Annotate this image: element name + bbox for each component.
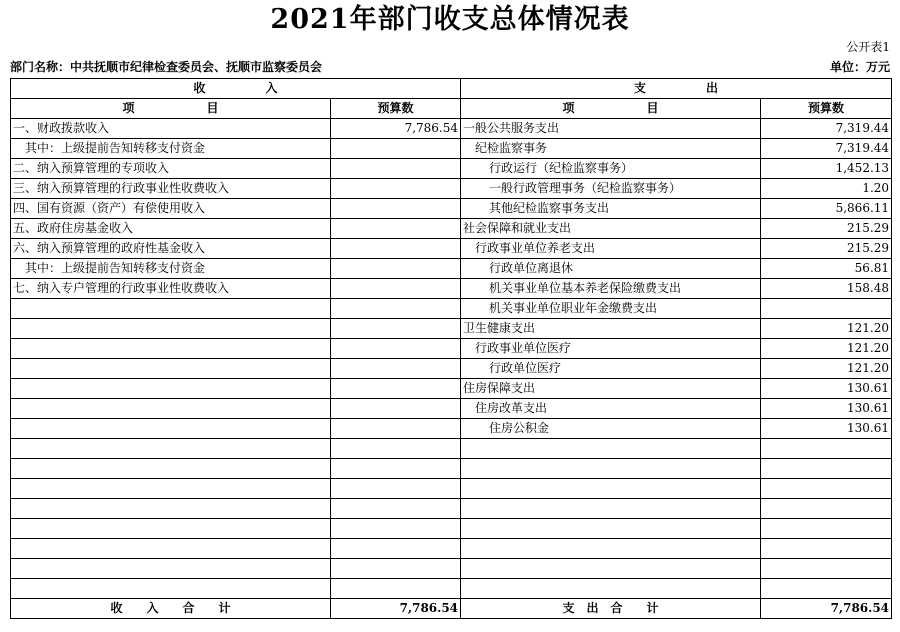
- table-row: [11, 579, 892, 599]
- expense-value: 130.61: [761, 379, 892, 399]
- income-value: [331, 479, 461, 499]
- expense-item: 其他纪检监察事务支出: [461, 199, 761, 219]
- expense-value: 121.20: [761, 339, 892, 359]
- form-number: 公开表1: [846, 40, 890, 54]
- income-total-value: 7,786.54: [331, 599, 461, 619]
- income-item: 五、政府住房基金收入: [11, 219, 331, 239]
- table-row: [11, 479, 892, 499]
- expense-value: 5,866.11: [761, 199, 892, 219]
- income-item: 三、纳入预算管理的行政事业性收费收入: [11, 179, 331, 199]
- table-row: [11, 399, 892, 419]
- expense-value: 1.20: [761, 179, 892, 199]
- income-value: [331, 439, 461, 459]
- expense-item: [461, 499, 761, 519]
- expense-item: 行政单位医疗: [461, 359, 761, 379]
- income-item: [11, 459, 331, 479]
- income-item: [11, 339, 331, 359]
- income-value: [331, 279, 461, 299]
- expense-value: 56.81: [761, 259, 892, 279]
- income-value: [331, 239, 461, 259]
- table-row: [11, 459, 892, 479]
- table-row: [11, 119, 892, 139]
- income-total-label: 收 入 合 计: [11, 599, 331, 619]
- expense-item: [461, 439, 761, 459]
- expense-item: 卫生健康支出: [461, 319, 761, 339]
- expense-value: 215.29: [761, 219, 892, 239]
- table-row: [11, 319, 892, 339]
- income-value: [331, 179, 461, 199]
- expense-item: 行政运行（纪检监察事务）: [461, 159, 761, 179]
- income-item: [11, 519, 331, 539]
- income-value: [331, 559, 461, 579]
- table-row: [11, 219, 892, 239]
- expense-item-header: 项 目: [461, 99, 761, 119]
- expense-value: [761, 459, 892, 479]
- expense-value: 1,452.13: [761, 159, 892, 179]
- income-item: [11, 419, 331, 439]
- expense-value: 158.48: [761, 279, 892, 299]
- expense-item: 社会保障和就业支出: [461, 219, 761, 239]
- expense-item: 一般公共服务支出: [461, 119, 761, 139]
- header-row-columns: [11, 99, 892, 119]
- income-item: 其中：上级提前告知转移支付资金: [11, 259, 331, 279]
- income-budget-header: 预算数: [331, 99, 461, 119]
- expense-item: 机关事业单位职业年金缴费支出: [461, 299, 761, 319]
- expense-item: 住房改革支出: [461, 399, 761, 419]
- expense-total-value: 7,786.54: [761, 599, 892, 619]
- expense-item: [461, 519, 761, 539]
- expense-item: 住房保障支出: [461, 379, 761, 399]
- expense-item: 一般行政管理事务（纪检监察事务）: [461, 179, 761, 199]
- expense-item: [461, 459, 761, 479]
- expense-section-header: 支 出: [461, 79, 892, 99]
- expense-item: 行政单位离退休: [461, 259, 761, 279]
- income-item: [11, 479, 331, 499]
- income-item: 六、纳入预算管理的政府性基金收入: [11, 239, 331, 259]
- department-name: 部门名称：中共抚顺市纪律检查委员会、抚顺市监察委员会: [10, 60, 323, 74]
- income-value: [331, 359, 461, 379]
- income-value: [331, 319, 461, 339]
- expense-value: 130.61: [761, 399, 892, 419]
- income-value: [331, 419, 461, 439]
- income-value: [331, 459, 461, 479]
- income-item: 其中：上级提前告知转移支付资金: [11, 139, 331, 159]
- income-value: [331, 519, 461, 539]
- expense-value: [761, 519, 892, 539]
- income-item: 一、财政拨款收入: [11, 119, 331, 139]
- table-row: [11, 499, 892, 519]
- income-value: [331, 159, 461, 179]
- income-item: [11, 499, 331, 519]
- expense-value: [761, 479, 892, 499]
- table-row: [11, 419, 892, 439]
- income-value: [331, 339, 461, 359]
- income-item: [11, 439, 331, 459]
- unit-label: 单位：万元: [829, 60, 890, 74]
- table-row: [11, 559, 892, 579]
- expense-total-label: 支 出 合 计: [461, 599, 761, 619]
- income-item: 四、国有资源（资产）有偿使用收入: [11, 199, 331, 219]
- expense-value: [761, 579, 892, 599]
- income-value: [331, 499, 461, 519]
- budget-table: [10, 78, 892, 619]
- expense-value: [761, 499, 892, 519]
- income-item: [11, 359, 331, 379]
- expense-value: [761, 559, 892, 579]
- expense-value: 215.29: [761, 239, 892, 259]
- table-row: [11, 139, 892, 159]
- income-value: [331, 219, 461, 239]
- table-row: [11, 539, 892, 559]
- income-value: [331, 139, 461, 159]
- table-row: [11, 379, 892, 399]
- expense-item: [461, 539, 761, 559]
- income-value: [331, 199, 461, 219]
- income-item-header: 项 目: [11, 99, 331, 119]
- expense-value: 121.20: [761, 359, 892, 379]
- expense-value: [761, 299, 892, 319]
- income-item: [11, 579, 331, 599]
- table-row: [11, 279, 892, 299]
- income-item: [11, 539, 331, 559]
- income-value: [331, 259, 461, 279]
- table-row: [11, 179, 892, 199]
- income-item: [11, 379, 331, 399]
- income-value: [331, 579, 461, 599]
- table-row: [11, 199, 892, 219]
- table-row: [11, 259, 892, 279]
- expense-item: 住房公积金: [461, 419, 761, 439]
- expense-budget-header: 预算数: [761, 99, 892, 119]
- page-title: 2021年部门收支总体情况表: [270, 4, 630, 35]
- expense-item: 机关事业单位基本养老保险缴费支出: [461, 279, 761, 299]
- expense-value: 130.61: [761, 419, 892, 439]
- expense-item: 行政事业单位医疗: [461, 339, 761, 359]
- income-item: [11, 559, 331, 579]
- header-row-section: [11, 79, 892, 99]
- expense-value: 121.20: [761, 319, 892, 339]
- expense-item: [461, 559, 761, 579]
- income-value: [331, 539, 461, 559]
- income-item: 七、纳入专户管理的行政事业性收费收入: [11, 279, 331, 299]
- expense-value: [761, 539, 892, 559]
- table-row: [11, 519, 892, 539]
- expense-item: 纪检监察事务: [461, 139, 761, 159]
- expense-value: [761, 439, 892, 459]
- table-row: [11, 159, 892, 179]
- table-row: [11, 339, 892, 359]
- expense-item: [461, 579, 761, 599]
- expense-value: 7,319.44: [761, 119, 892, 139]
- income-item: 二、纳入预算管理的专项收入: [11, 159, 331, 179]
- income-item: [11, 319, 331, 339]
- meta-line: [10, 59, 890, 75]
- income-value: [331, 379, 461, 399]
- expense-item: 行政事业单位养老支出: [461, 239, 761, 259]
- expense-item: [461, 479, 761, 499]
- table-row: [11, 299, 892, 319]
- income-value: 7,786.54: [331, 119, 461, 139]
- table-row: [11, 239, 892, 259]
- income-section-header: 收 入: [11, 79, 461, 99]
- income-item: [11, 399, 331, 419]
- income-value: [331, 399, 461, 419]
- budget-table-body: [11, 79, 892, 619]
- expense-value: 7,319.44: [761, 139, 892, 159]
- table-row: [11, 359, 892, 379]
- income-value: [331, 299, 461, 319]
- total-row: [11, 599, 892, 619]
- income-item: [11, 299, 331, 319]
- table-row: [11, 439, 892, 459]
